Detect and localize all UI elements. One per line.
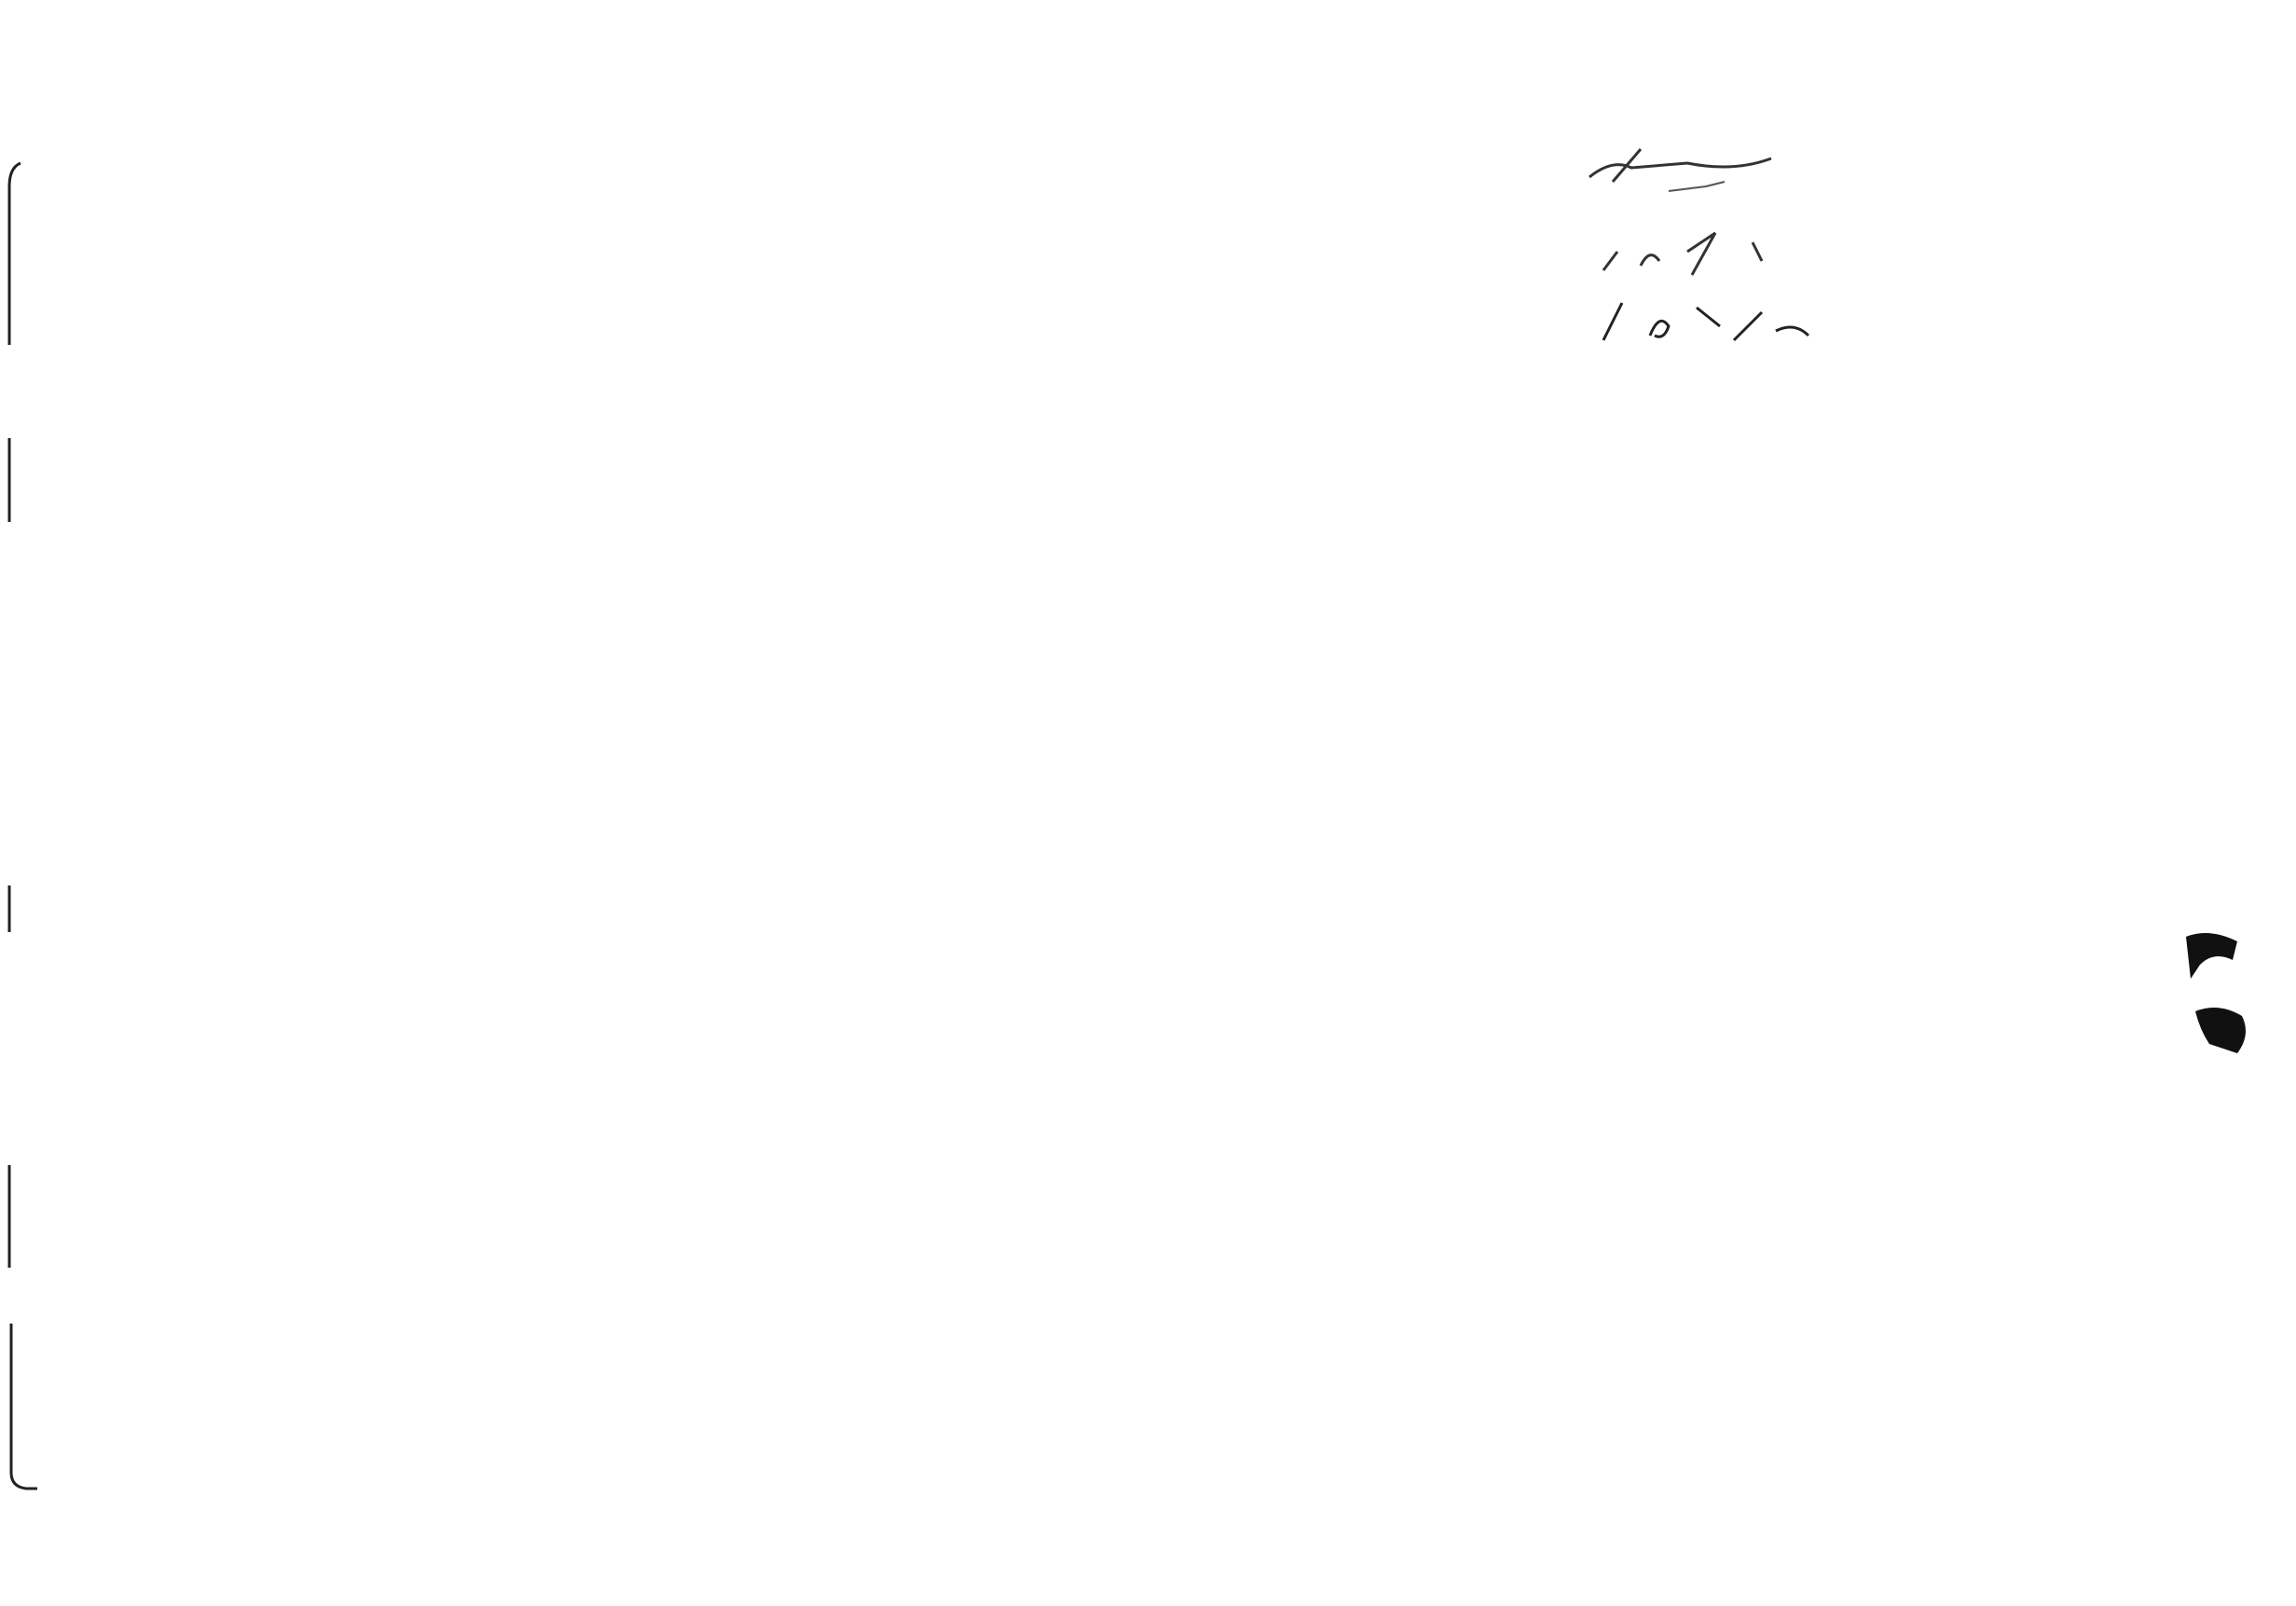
handwritten-initials <box>1575 140 1864 354</box>
card-border-left <box>0 0 37 1606</box>
ink-blotch <box>2181 923 2256 1072</box>
